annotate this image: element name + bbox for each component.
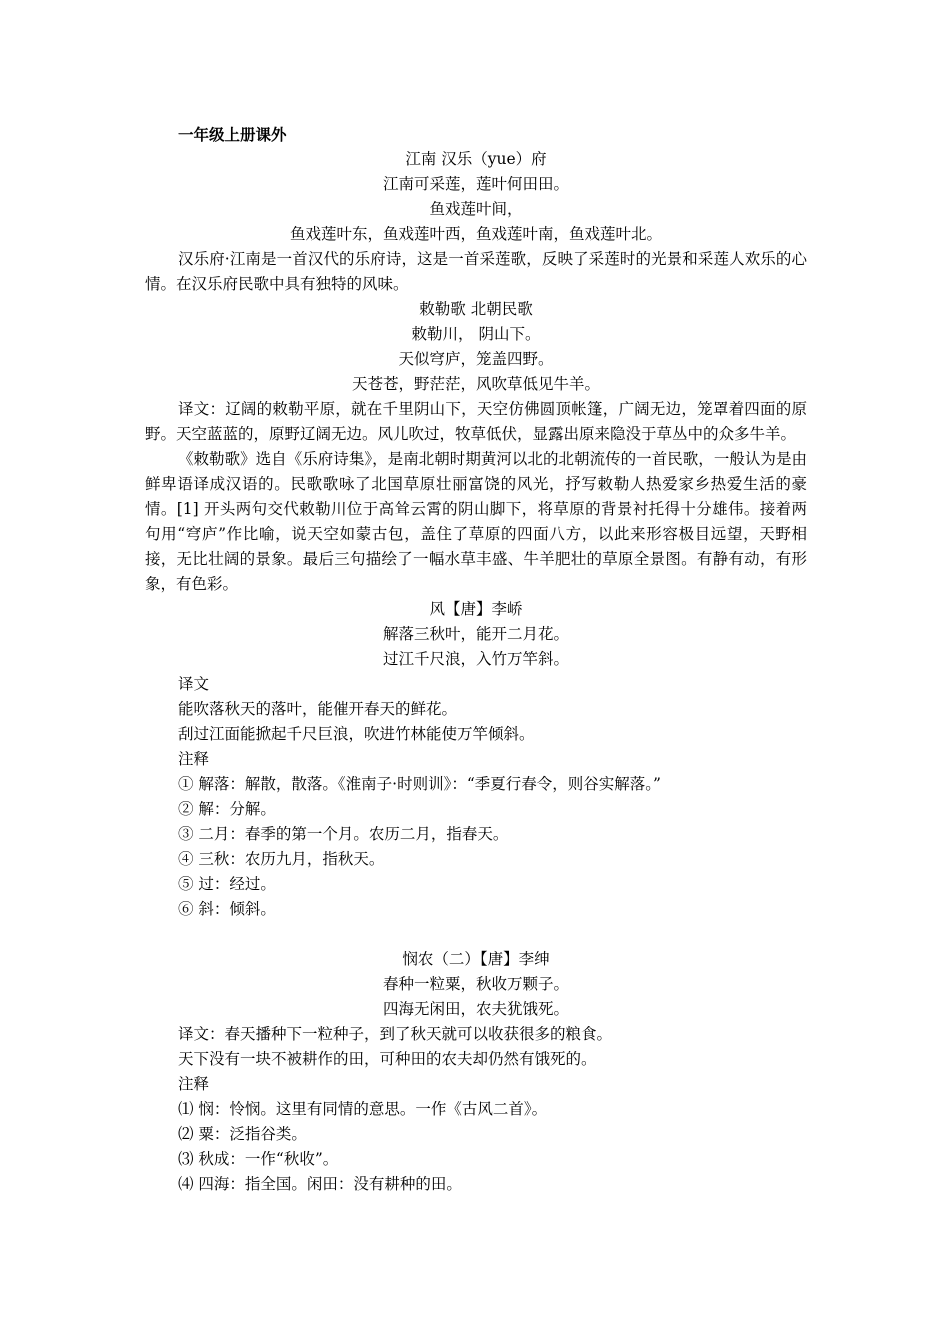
- section-heading: 一年级上册课外: [178, 125, 287, 144]
- poem-line: 敕勒川， 阴山下。: [411, 325, 541, 343]
- poem-line: 天苍苍，野茫茫，风吹草低见牛羊。: [351, 375, 600, 393]
- note-item: ③ 二月：春季的第一个月。农历二月，指春天。: [178, 825, 509, 843]
- poem-translation: 译文：辽阔的敕勒平原，就在千里阴山下，天空仿佛圆顶帐篷，广阔无边，笼罩着四面的原野。天空蓝蓝的，原野辽阔无边。风儿吹过，牧草低伏，显露出原来隐没于草丛中的众多牛羊。: [145, 400, 807, 443]
- note-item: ⑤ 过：经过。: [178, 875, 276, 893]
- note-item: ⑷ 四海：指全国。闲田：没有耕种的田。: [178, 1175, 462, 1193]
- document-page: [145, 122, 807, 1197]
- poem-line: 鱼戏莲叶东，鱼戏莲叶西，鱼戏莲叶南，鱼戏莲叶北。: [289, 225, 662, 243]
- poem-line: 解落三秋叶，能开二月花。: [382, 625, 569, 643]
- note-item: ② 解：分解。: [178, 800, 276, 818]
- poem-line: 江南可采莲，莲叶何田田。: [382, 175, 569, 193]
- poem-title-feng: 风【唐】李峤: [429, 600, 523, 618]
- note-item: ⑶ 秋成：一作“秋收”。: [178, 1150, 339, 1168]
- note-item: ⑥ 斜：倾斜。: [178, 900, 276, 918]
- translation-line: 刮过江面能掀起千尺巨浪，吹进竹林能使万竿倾斜。: [178, 725, 535, 743]
- poem-line: 春种一粒粟，秋收万颗子。: [382, 975, 569, 993]
- poem-line: 鱼戏莲叶间，: [429, 200, 523, 218]
- poem-commentary: 《敕勒歌》选自《乐府诗集》，是南北朝时期黄河以北的北朝流传的一首民歌，一般认为是由鲜卑语译成汉语的。民歌歌咏了北国草原壮丽富饶的风光，抒写敕勒人热爱家乡热爱生活的豪情。[1] 开头两句交代敕勒川位于高耸云霄的阴山脚下，将草原的背景衬托得十分雄伟。接着两句用“穹庐”作比喻，说天空如蒙古包，盖住了草原的四面八方，以此来形容极目远望，天野相接，无比壮阔的景象。最后三句描绘了一幅水草丰盛、牛羊肥壮的草原全景图。有静有动，有形象，有色彩。: [145, 450, 807, 593]
- poem-title-jiangnan: 江南 汉乐（yue）府: [405, 150, 547, 168]
- notes-label: 注释: [178, 750, 210, 768]
- poem-title-chilege: 敕勒歌 北朝民歌: [419, 300, 533, 318]
- poem-commentary: 汉乐府·江南是一首汉代的乐府诗，这是一首采莲歌，反映了采莲时的光景和采莲人欢乐的心情。在汉乐府民歌中具有独特的风味。: [145, 250, 807, 293]
- note-item: ④ 三秋：农历九月，指秋天。: [178, 850, 385, 868]
- translation-line: 译文：春天播种下一粒种子，到了秋天就可以收获很多的粮食。: [178, 1025, 613, 1043]
- translation-line: 能吹落秋天的落叶，能催开春天的鲜花。: [178, 700, 458, 718]
- poem-title-minnong: 悯农（二）【唐】李绅: [402, 950, 550, 968]
- translation-label: 译文: [178, 675, 210, 693]
- poem-line: 过江千尺浪，入竹万竿斜。: [382, 650, 569, 668]
- notes-label: 注释: [178, 1075, 210, 1093]
- poem-line: 天似穹庐，笼盖四野。: [398, 350, 554, 368]
- translation-line: 天下没有一块不被耕作的田，可种田的农夫却仍然有饿死的。: [178, 1050, 597, 1068]
- poem-line: 四海无闲田，农夫犹饿死。: [382, 1000, 569, 1018]
- section-gap: [145, 922, 807, 947]
- note-item: ⑴ 悯：怜悯。这里有同情的意思。一作《古风二首》。: [178, 1100, 548, 1118]
- note-item: ⑵ 粟：泛指谷类。: [178, 1125, 307, 1143]
- note-item: ① 解落：解散，散落。《淮南子·时则训》：“季夏行春令，则谷实解落。”: [178, 775, 661, 793]
